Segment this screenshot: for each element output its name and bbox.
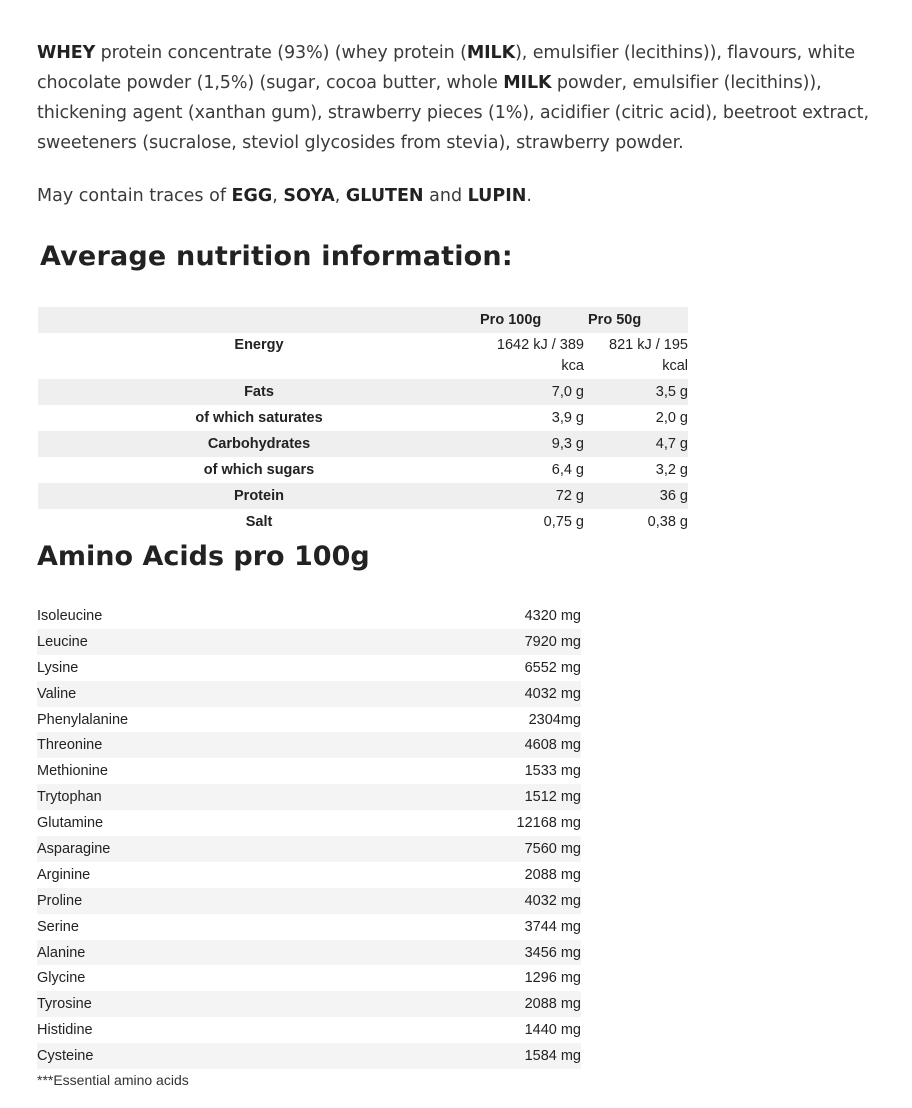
amino-row (37, 965, 581, 991)
amino-name: Proline (37, 892, 83, 909)
product-info (37, 38, 882, 1088)
allergens-text (37, 181, 882, 211)
amino-row (37, 940, 581, 966)
amino-name: Methionine (37, 763, 108, 780)
amino-value: 4608 mg (524, 737, 581, 754)
amino-value: 3456 mg (524, 944, 581, 961)
amino-row (37, 784, 581, 810)
amino-name: Cysteine (37, 1048, 94, 1065)
amino-name: Phenylalanine (37, 711, 129, 728)
nutrition-row-name: Salt (245, 514, 273, 530)
nutrition-row-100g: 9,3 g (551, 436, 584, 452)
nutrition-header-50g: Pro 50g (588, 312, 642, 328)
nutrition-row-name: Carbohydrates (207, 436, 311, 452)
nutrition-row (38, 509, 688, 535)
ingredients-segment: powder, emulsifier (lecithins)), thickening agent (xanthan gum), strawberry pieces (1%), acidifier (citric acid), beetroot extract, sweeteners (sucralose, steviol glycosides from stevia), strawberry powder. (37, 73, 869, 153)
amino-name: Arginine (37, 866, 91, 883)
amino-name: Histidine (37, 1022, 93, 1039)
nutrition-row-name: Energy (234, 337, 284, 353)
amino-value: 4032 mg (524, 892, 581, 909)
nutrition-row-name: of which saturates (195, 410, 323, 426)
amino-value: 1440 mg (524, 1022, 581, 1039)
allergens-segment: , (334, 186, 346, 206)
ingredients-segment: MILK (503, 73, 552, 93)
nutrition-row-100g: 0,75 g (543, 514, 584, 530)
amino-footnote: ***Essential amino acids (37, 1072, 189, 1088)
ingredients-text (37, 38, 882, 158)
amino-row (37, 836, 581, 862)
nutrition-row-name: Fats (244, 384, 274, 400)
amino-row (37, 1017, 581, 1043)
allergens-segment: EGG (231, 186, 273, 206)
amino-row (37, 758, 581, 784)
amino-name: Tyrosine (37, 996, 92, 1013)
ingredients-segment: protein concentrate (93%) (whey protein ( (95, 43, 467, 63)
nutrition-row-energy (38, 333, 688, 379)
nutrition-row-100g: 7,0 g (551, 384, 584, 400)
amino-name: Asparagine (37, 840, 111, 857)
amino-row (37, 655, 581, 681)
amino-title: Amino Acids pro 100g (37, 541, 370, 572)
amino-row (37, 888, 581, 914)
amino-name: Threonine (37, 737, 103, 754)
energy-50g-line1: 821 kJ / 195 (609, 337, 688, 353)
nutrition-row-50g: 4,7 g (655, 436, 688, 452)
energy-50g-line2: kcal (662, 358, 688, 374)
nutrition-title: Average nutrition information: (40, 241, 513, 272)
nutrition-row (38, 483, 688, 509)
ingredients-segment: WHEY (37, 43, 96, 63)
nutrition-table (38, 307, 688, 535)
nutrition-row-100g: 72 g (555, 488, 584, 504)
amino-value: 2088 mg (524, 866, 581, 883)
nutrition-row (38, 457, 688, 483)
amino-row (37, 707, 581, 733)
allergens-segment: GLUTEN (345, 186, 424, 206)
amino-value: 2304mg (528, 711, 581, 728)
nutrition-row-name: Protein (234, 488, 284, 504)
nutrition-row-50g: 3,2 g (655, 462, 688, 478)
amino-value: 4032 mg (524, 685, 581, 702)
allergens-segment: and (423, 186, 468, 206)
allergens-segment: , (272, 186, 284, 206)
amino-row (37, 991, 581, 1017)
amino-value: 7560 mg (524, 840, 581, 857)
allergens-segment: May contain traces of (37, 186, 232, 206)
nutrition-row (38, 405, 688, 431)
nutrition-row-100g: 6,4 g (551, 462, 584, 478)
nutrition-row (38, 379, 688, 405)
amino-name: Valine (37, 685, 77, 702)
amino-value: 12168 mg (516, 815, 581, 832)
nutrition-row-50g: 0,38 g (647, 514, 688, 530)
amino-row (37, 681, 581, 707)
nutrition-rows (38, 379, 688, 535)
allergens-segment: SOYA (283, 186, 335, 206)
amino-value: 4320 mg (524, 607, 581, 624)
amino-name: Trytophan (37, 789, 102, 806)
amino-row (37, 1043, 581, 1069)
amino-table (37, 603, 581, 1069)
nutrition-header-name (38, 307, 480, 333)
nutrition-row-50g (588, 333, 688, 379)
energy-100g-line2: kca (561, 358, 584, 374)
amino-name: Serine (37, 918, 79, 935)
amino-name: Alanine (37, 944, 86, 961)
nutrition-row-50g: 2,0 g (655, 410, 688, 426)
amino-value: 1533 mg (524, 763, 581, 780)
ingredients-segment: MILK (466, 43, 516, 63)
amino-value: 3744 mg (524, 918, 581, 935)
amino-row (37, 914, 581, 940)
amino-row (37, 810, 581, 836)
nutrition-row-50g: 3,5 g (655, 384, 688, 400)
amino-value: 2088 mg (524, 996, 581, 1013)
amino-value: 1584 mg (524, 1048, 581, 1065)
amino-row (37, 603, 581, 629)
amino-name: Isoleucine (37, 607, 103, 624)
ingredients-segment: ), emulsifier (lecithins)), flavours, white chocolate powder (1,5%) (sugar, cocoa butter, whole (37, 43, 856, 93)
amino-rows (37, 603, 581, 1069)
amino-row (37, 629, 581, 655)
energy-100g-line1: 1642 kJ / 389 (496, 337, 584, 353)
amino-row (37, 732, 581, 758)
amino-row (37, 862, 581, 888)
amino-value: 6552 mg (524, 659, 581, 676)
allergens-segment: LUPIN (467, 186, 527, 206)
amino-name: Lysine (37, 659, 79, 676)
nutrition-row (38, 431, 688, 457)
nutrition-row-100g: 3,9 g (551, 410, 584, 426)
nutrition-header-100g: Pro 100g (480, 312, 542, 328)
amino-value: 1296 mg (524, 970, 581, 987)
amino-value: 1512 mg (524, 789, 581, 806)
amino-value: 7920 mg (524, 633, 581, 650)
nutrition-row-100g (480, 333, 588, 379)
amino-name: Glutamine (37, 815, 104, 832)
amino-name: Leucine (37, 633, 88, 650)
nutrition-header-row (38, 307, 688, 333)
nutrition-row-50g: 36 g (659, 488, 688, 504)
allergens-segment: . (526, 186, 532, 206)
amino-name: Glycine (37, 970, 86, 987)
nutrition-row-name: of which sugars (203, 462, 315, 478)
